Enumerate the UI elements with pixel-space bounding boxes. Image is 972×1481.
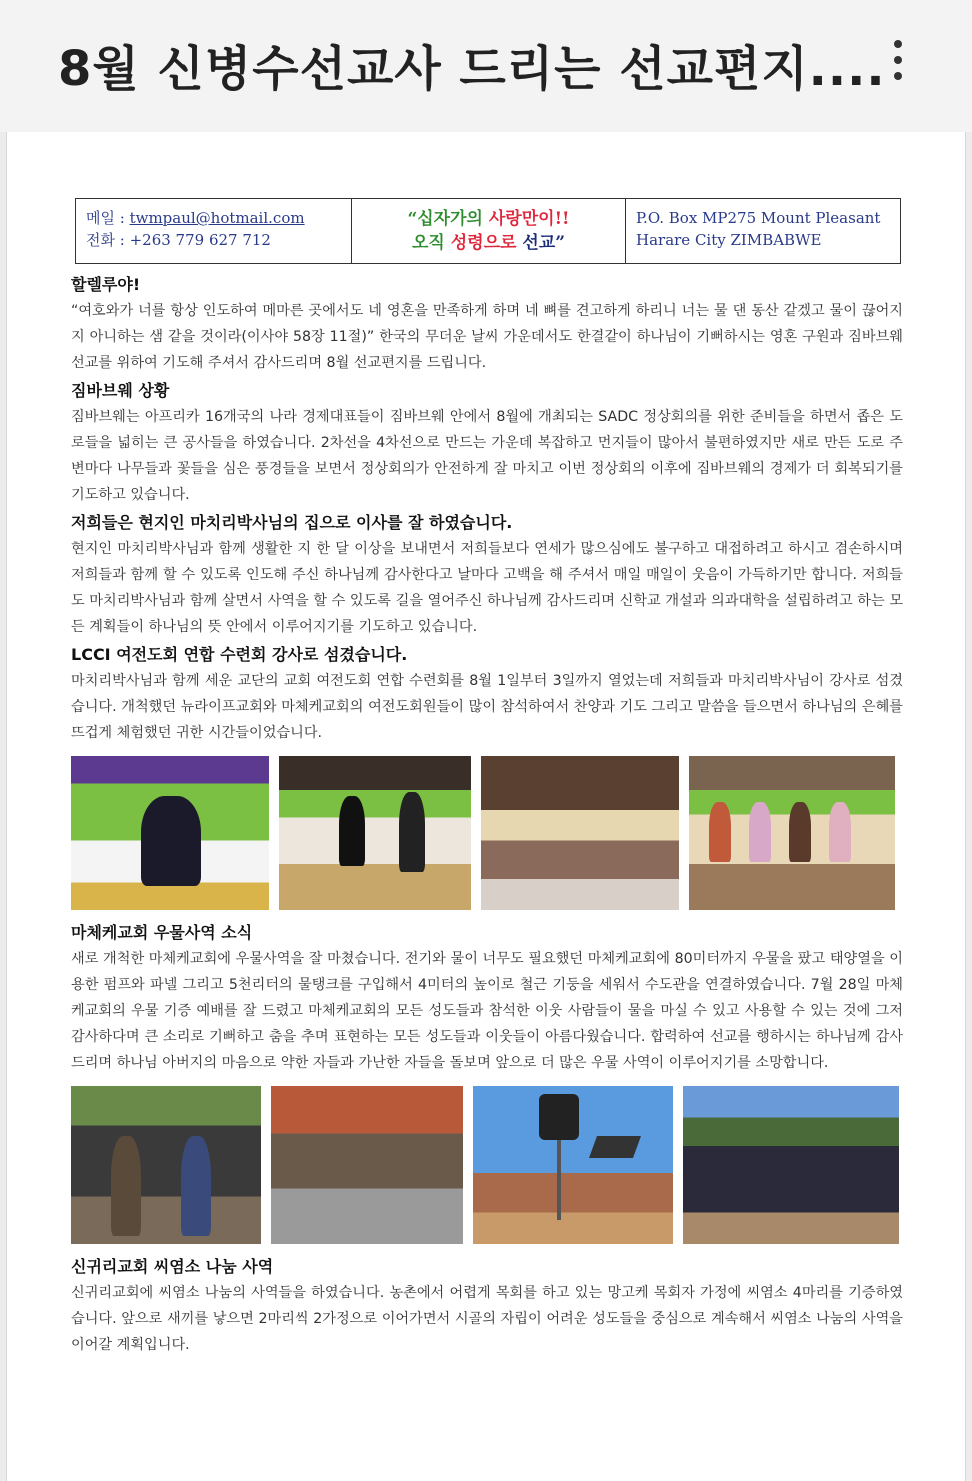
photo-congregation-group (683, 1086, 899, 1244)
photo-speakers-stage (279, 756, 471, 910)
section-title: 마체케교회 우물사역 소식 (71, 923, 253, 942)
photo-row-well (71, 1086, 903, 1244)
section-title: 신귀리교회 씨염소 나눔 사역 (71, 1257, 274, 1276)
phone-label: 전화 : (86, 231, 130, 249)
motto-part: 선교” (522, 233, 565, 253)
motto-part: “십자가의 (407, 209, 489, 229)
section-body: 현지인 마치리박사님과 함께 생활한 지 한 달 이상을 보내면서 저희들보다 연세가 많으심에도 불구하고 대접하려고 하시고 겸손하시며 저희들과 함께 할 수 있도록 인도해 주신 하나님께 감사한다고 날마다 고백을 해 주셔서 매일 매일이 웃음이 가득하기만 합니다. 저희들도 마치리박사님과 함께 살면서 사역을 할 수 있도록 길을 열어주신 하나님께 감사드리며 신학교 개설과 의과대학을 설립하려고 하는 모든 계획들이 하나님의 뜻 안에서 이루어지기를 기도하고 있습니다. (71, 541, 903, 635)
section-body: 새로 개척한 마체케교회에 우물사역을 잘 마쳤습니다. 전기와 물이 너무도 필요했던 마체케교회에 80미터까지 우물을 팠고 태양열을 이용한 펌프와 파넬 그리고 5천리터의 물탱크를 구입해서 4미터의 높이로 철근 기둥을 세워서 수도관을 연결하였습니다. 7월 28일 마체케교회의 우물 기증 예배를 잘 드렸고 마체케교회의 모든 성도들과 참석한 이웃 사람들이 물을 마실 수 있고 사용할 수 있는 것에 그저 감사하다며 큰 소리로 기뻐하고 춤을 추며 표현하는 모든 성도들과 이웃들이 아름다웠습니다. 합력하여 선교를 행하시는 하나님께 감사드리며 하나님 아버지의 마음으로 약한 자들과 가난한 자들을 돌보며 앞으로 더 많은 우물 사역이 이루어지기를 소망합니다. (71, 951, 903, 1071)
email-link[interactable]: twmpaul@hotmail.com (129, 209, 305, 227)
email-label: 메일 : (86, 209, 130, 227)
letter-body (71, 272, 903, 1360)
photo-congregation (481, 756, 679, 910)
motto-part: 사랑만이!! (488, 209, 570, 229)
letterhead (75, 198, 901, 264)
section-body: “여호와가 너를 항상 인도하여 메마른 곳에서도 네 영혼을 만족하게 하며 네 뼈를 견고하게 하리니 너는 물 댄 동산 같겠고 물이 끊어지지 아니하는 샘 같을 것이라(이사야 58장 11절)” 한국의 무더운 날씨 가운데서도 한결같이 하나님이 기뻐하시는 영혼 구원과 짐바브웨 선교를 위하여 기도해 주셔서 감사드리며 8월 선교편지를 드립니다. (71, 303, 903, 371)
section-body: 짐바브웨는 아프리카 16개국의 나라 경제대표들이 짐바브웨 안에서 8월에 개최되는 SADC 정상회의를 위한 준비들을 하면서 좁은 도로들을 넓히는 큰 공사들을 하였습니다. 2차선을 4차선으로 만드는 가운데 복잡하고 먼지들이 많아서 불편하였지만 새로 만든 도로 주변마다 나무들과 꽃들을 심은 풍경들을 보면서 정상회의가 안전하게 잘 마치고 이번 정상회의 이후에 짐바브웨의 경제가 더 회복되기를 기도하고 있습니다. (71, 409, 903, 503)
section-body: 신귀리교회에 씨염소 나눔의 사역들을 하였습니다. 농촌에서 어렵게 목회를 하고 있는 망고케 목회자 가정에 씨염소 4마리를 기증하였습니다. 앞으로 새끼를 낳으면 2마리씩 2가정으로 이어가면서 시골의 자립이 어려운 성도들을 중심으로 계속해서 씨염소 나눔의 사역을 이어갈 계획입니다. (71, 1285, 903, 1353)
motto-part: 오직 (412, 233, 451, 253)
app-bar (0, 0, 972, 132)
page-title: 8월 신병수선교사 드리는 선교편지.... (58, 41, 886, 97)
photo-choir (689, 756, 895, 910)
photo-drilling-crew (71, 1086, 261, 1244)
photo-speaker (71, 756, 269, 910)
section-title: LCCI 여전도회 연합 수련회 강사로 섬겼습니다. (71, 645, 408, 664)
letter-page (6, 132, 966, 1481)
address-line: Harare City ZIMBABWE (636, 231, 822, 249)
address-line: P.O. Box MP275 Mount Pleasant (636, 209, 881, 227)
more-vertical-icon[interactable] (886, 40, 910, 88)
phone-number: +263 779 627 712 (129, 231, 271, 249)
photo-water-tank (473, 1086, 673, 1244)
section-title: 저희들은 현지인 마치리박사님의 집으로 이사를 잘 하였습니다. (71, 513, 513, 532)
motto-part: 성령으로 (450, 233, 523, 253)
section-body: 마치리박사님과 함께 세운 교단의 교회 여전도회 연합 수련회를 8월 1일부터 3일까지 열었는데 저희들과 마치리박사님이 강사로 섬겼습니다. 개척했던 뉴라이프교회와 마체케교회의 여전도회원들이 많이 참석하여서 찬양과 기도 그리고 말씀을 들으면서 하나님의 은혜를 뜨겁게 체험했던 귀한 시간들이었습니다. (71, 673, 903, 741)
photo-row-retreat (71, 756, 903, 910)
section-title: 할렐루야! (71, 275, 141, 294)
contact-cell (76, 199, 352, 263)
photo-drilling-rig (271, 1086, 463, 1244)
motto-cell (352, 199, 626, 263)
address-cell (626, 199, 900, 263)
section-title: 짐바브웨 상황 (71, 381, 170, 400)
